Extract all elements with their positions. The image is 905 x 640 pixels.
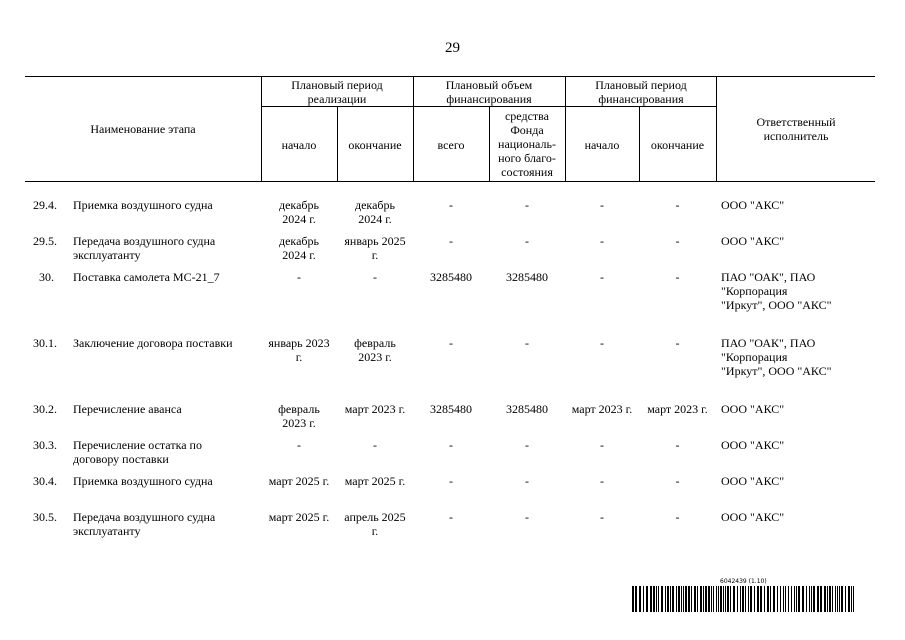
barcode-bar [691,586,692,612]
row-fund: 3285480 [506,270,548,284]
barcode-bar [711,586,712,612]
barcode-bar [788,586,789,612]
barcode-bar [723,586,724,612]
row-responsible: ПАО "ОАК", ПАО "Корпорация "Иркут", ООО "АКС" [721,270,832,312]
barcode-bar [813,586,815,612]
row-fund: - [525,474,529,488]
header-end: окончание [348,138,402,152]
header-responsible: Ответственный исполнитель [756,115,836,143]
row-number: 30.3. [33,438,57,452]
barcode-bar [757,586,759,612]
barcode-bar [705,586,707,612]
row-fin-end: - [675,510,680,524]
row-fin-end: - [675,474,680,488]
barcode-bar [767,586,769,612]
barcode-bar [697,586,698,612]
row-start: февраль 2023 г. [278,402,320,430]
row-responsible: ООО "АКС" [721,402,785,416]
row-number: 29.5. [33,234,57,248]
barcode-bar [817,586,819,612]
row-fund: - [525,438,529,452]
row-total: - [449,474,453,488]
row-end: - [373,270,377,284]
barcode-bar [665,586,666,612]
row-fin-start: март 2023 г. [571,402,633,416]
barcode-bar [653,586,655,612]
row-fund: - [525,198,529,212]
row-name: Приемка воздушного судна [73,474,213,488]
barcode-bar [720,586,722,612]
barcode-bar [832,586,833,612]
row-name: Передача воздушного судна эксплуатанту [73,510,216,538]
row-end: декабрь 2024 г. [355,198,395,226]
row-responsible: ООО "АКС" [721,474,785,488]
barcode-bar [661,586,663,612]
barcode-label: 6042439 (1.10) [720,578,767,585]
barcode-bar [683,586,684,612]
barcode-bar [851,586,852,612]
barcode-bar [811,586,812,612]
barcode-bar [688,586,690,612]
barcode-bar [676,586,677,612]
row-start: - [297,438,301,452]
barcode-bar [737,586,738,612]
barcode-bar [809,586,810,612]
row-fin-end: март 2023 г. [647,402,708,416]
row-name: Поставка самолета МС-21_7 [73,270,220,284]
row-name: Приемка воздушного судна [73,198,213,212]
barcode-bar [685,586,687,612]
row-fin-end: - [675,234,680,248]
header-bottom-rule [25,181,875,182]
barcode-bar [650,586,652,612]
barcode-bar [681,586,682,612]
row-start: - [297,270,301,284]
row-end: март 2023 г. [344,402,406,416]
row-start: декабрь 2024 г. [279,234,319,262]
row-name: Перечисление аванса [73,402,182,416]
row-end: январь 2025 г. [344,234,406,262]
row-number: 29.4. [33,198,57,212]
row-number: 30.5. [33,510,57,524]
row-total: 3285480 [430,402,472,416]
row-start: март 2025 г. [268,510,330,524]
row-fin-start: - [600,270,604,284]
barcode-bar [643,586,644,612]
barcode-bar [770,586,771,612]
row-fund: - [525,510,529,524]
barcode-bar [670,586,671,612]
barcode-bar [848,586,850,612]
barcode-bar [845,586,846,612]
row-fin-start: - [600,336,604,350]
row-name: Перечисление остатка по договору поставки [73,438,202,466]
row-fund: 3285480 [506,402,548,416]
row-number: 30. [39,270,54,284]
col-divider [261,76,262,181]
barcode-bar [780,586,781,612]
row-responsible: ПАО "ОАК", ПАО "Корпорация "Иркут", ООО "АКС" [721,336,832,378]
row-fin-start: - [600,510,604,524]
header-total: всего [437,138,465,152]
barcode-bar [639,586,641,612]
barcode-bar [678,586,680,612]
barcode-bar [658,586,659,612]
row-start: декабрь 2024 г. [279,198,319,226]
row-number: 30.1. [33,336,57,350]
barcode-bar [733,586,735,612]
barcode-bar [718,586,719,612]
row-start: март 2025 г. [268,474,330,488]
row-end: апрель 2025 г. [344,510,406,538]
col-divider [716,76,717,181]
barcode-bar [785,586,786,612]
barcode-bar [713,586,714,612]
barcode-bar [716,586,717,612]
barcode-bar [694,586,696,612]
row-fin-start: - [600,198,604,212]
barcode-bar [656,586,657,612]
row-responsible: ООО "АКС" [721,510,785,524]
barcode-bar [841,586,843,612]
row-end: - [373,438,377,452]
header-volume: Плановый объем финансирования [445,78,533,106]
row-total: - [449,510,453,524]
barcode-bar [700,586,702,612]
barcode-bar [839,586,840,612]
barcode-bar [742,586,744,612]
header-start: начало [281,138,317,152]
row-fund: - [525,336,529,350]
barcode-bar [806,586,807,612]
row-fin-start: - [600,474,604,488]
barcode-bar [777,586,778,612]
row-responsible: ООО "АКС" [721,438,785,452]
barcode-bar [853,586,854,612]
col-divider [413,76,414,181]
barcode-bar [796,586,797,612]
barcode-bar [802,586,804,612]
barcode-bar [740,586,741,612]
barcode-bar [837,586,838,612]
header-end2: окончание [650,138,705,152]
row-fin-end: - [675,270,680,284]
barcode-image [632,586,857,612]
barcode-bar [835,586,836,612]
barcode-bar [791,586,792,612]
barcode-bar [827,586,828,612]
row-fin-start: - [600,234,604,248]
barcode-bar [632,586,634,612]
barcode-bar [824,586,826,612]
col-divider [565,76,566,181]
row-fin-end: - [675,198,680,212]
barcode-bar [646,586,648,612]
row-end: февраль 2023 г. [354,336,396,364]
row-fin-start: - [600,438,604,452]
barcode-bar [667,586,669,612]
header-stage-name: Наименование этапа [90,122,196,136]
page-number: 29 [445,40,460,56]
row-number: 30.4. [33,474,57,488]
barcode-bar [794,586,795,612]
header-period-fin: Плановый период финансирования [595,78,687,106]
row-name: Передача воздушного судна эксплуатанту [73,234,216,262]
row-end: март 2025 г. [344,474,406,488]
header-start2: начало [584,138,620,152]
row-total: 3285480 [430,270,472,284]
barcode-bar [829,586,831,612]
barcode-bar [748,586,749,612]
row-total: - [449,438,453,452]
barcode-bar [745,586,746,612]
row-number: 30.2. [33,402,57,416]
row-fund: - [525,234,529,248]
barcode-bar [725,586,726,612]
header-fund: средства Фонда националь-ного благо-состояния [498,109,556,179]
barcode-bar [820,586,822,612]
row-start: январь 2023 г. [268,336,330,364]
row-total: - [449,198,453,212]
barcode-bar [760,586,762,612]
row-name: Заключение договора поставки [73,336,233,350]
row-fin-end: - [675,336,680,350]
barcode-bar [798,586,800,612]
barcode-bar [773,586,775,612]
col-divider [489,106,490,181]
barcode-bar [727,586,729,612]
barcode-bar [754,586,755,612]
row-total: - [449,234,453,248]
barcode-bar [708,586,710,612]
row-responsible: ООО "АКС" [721,234,785,248]
row-fin-end: - [675,438,680,452]
row-responsible: ООО "АКС" [721,198,785,212]
table-top-rule [25,76,875,77]
barcode-bar [672,586,674,612]
barcode-bar [750,586,752,612]
barcode-bar [764,586,765,612]
header-period-impl: Плановый период реализации [291,78,383,106]
barcode-bar [635,586,637,612]
barcode-bar [703,586,704,612]
barcode-bar [730,586,731,612]
row-total: - [449,336,453,350]
barcode-bar [783,586,784,612]
